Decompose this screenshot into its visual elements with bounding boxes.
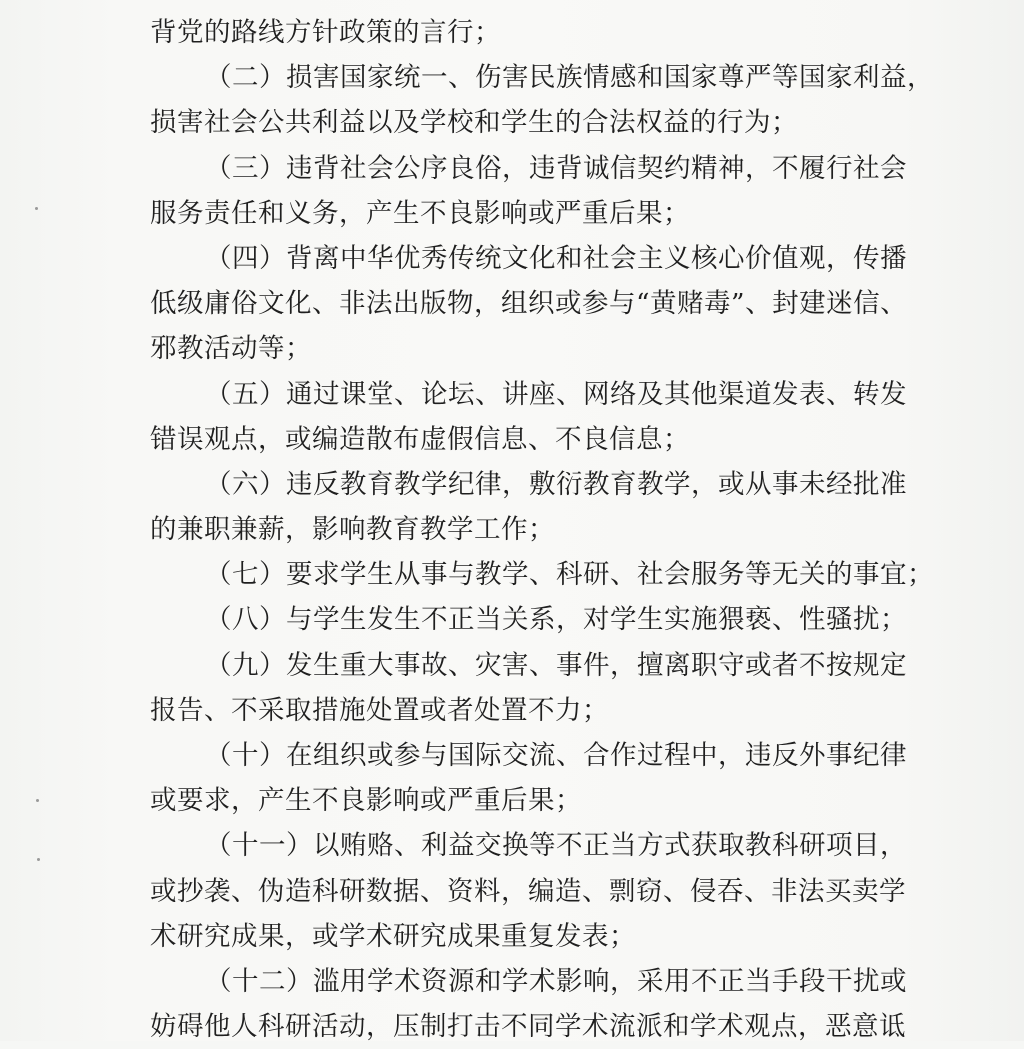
text-line: （十一）以贿赂、利益交换等不正当方式获取教科研项目， [205,830,907,862]
text-line: 或要求，产生不良影响或严重后果； [150,785,582,817]
scan-speck [35,207,38,210]
text-line: （十二）滥用学术资源和学术影响，采用不正当手段干扰或 [205,965,907,997]
text-line: 损害社会公共利益以及学校和学生的合法权益的行为； [150,107,798,139]
text-line: 报告、不采取措施处置或者处置不力； [150,694,609,726]
text-line: （十）在组织或参与国际交流、合作过程中，违反外事纪律 [205,740,907,771]
text-line: 错误观点，或编造散布虚假信息、不良信息； [150,423,690,455]
text-line: 服务责任和义务，产生不良影响或严重后果； [150,197,690,229]
scan-speck [36,799,39,802]
text-line: 妨碍他人科研活动，压制打击不同学术流派和学术观点，恶意诋 [150,1011,906,1043]
text-line: 的兼职兼薪，影响教育教学工作； [150,514,555,546]
text-line: 背党的路线方针政策的言行； [150,17,501,48]
text-line: （四）背离中华优秀传统文化和社会主义核心价值观，传播 [205,242,907,274]
scan-speck [37,858,40,861]
document-body [150,10,934,1049]
text-line: （三）违背社会公序良俗，违背诚信契约精神，不履行社会 [205,152,907,184]
text-line: （九）发生重大事故、灾害、事件，擅离职守或者不按规定 [205,649,907,681]
text-line: 低级庸俗文化、非法出版物，组织或参与“黄赌毒”、封建迷信、 [150,288,908,320]
text-line: （七）要求学生从事与教学、科研、社会服务等无关的事宜； [205,559,934,591]
text-line: （六）违反教育教学纪律，敷衍教育教学，或从事未经批准 [205,468,907,500]
text-line: 术研究成果，或学术研究成果重复发表； [150,920,636,952]
text-line: 邪教活动等； [150,333,312,365]
text-line: （二）损害国家统一、伤害民族情感和国家尊严等国家利益， [205,62,934,94]
text-line: 或抄袭、伪造科研数据、资料，编造、剽窃、侵吞、非法买卖学 [150,875,906,907]
text-line: （五）通过课堂、论坛、讲座、网络及其他渠道发表、转发 [205,378,907,410]
text-line: （八）与学生发生不正当关系，对学生实施猥亵、性骚扰； [205,604,907,636]
